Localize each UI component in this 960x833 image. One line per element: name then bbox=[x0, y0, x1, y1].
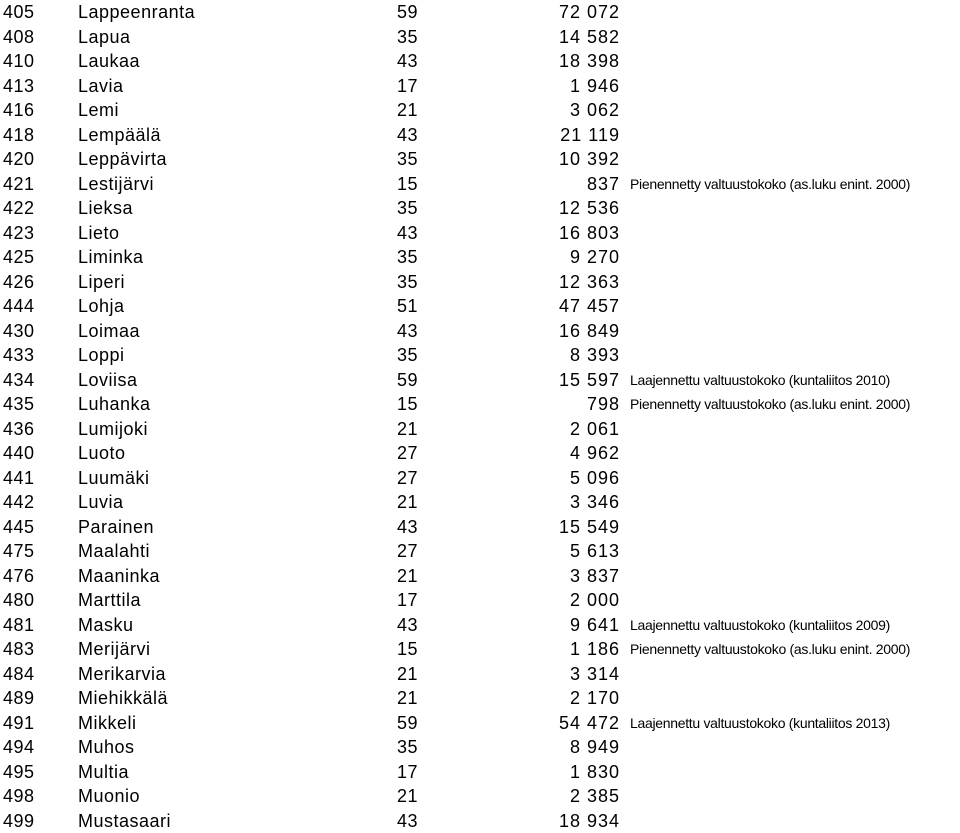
council-seats: 21 bbox=[380, 662, 418, 687]
council-seats: 35 bbox=[380, 147, 418, 172]
council-seats: 59 bbox=[380, 711, 418, 736]
population: 2 170 bbox=[480, 686, 620, 711]
population: 1 186 bbox=[480, 637, 620, 662]
population: 837 bbox=[480, 172, 620, 197]
municipality-code: 408 bbox=[3, 25, 35, 50]
population: 14 582 bbox=[480, 25, 620, 50]
municipality-name: Liperi bbox=[78, 270, 125, 295]
council-seats: 43 bbox=[380, 613, 418, 638]
council-seats: 35 bbox=[380, 270, 418, 295]
municipality-code: 489 bbox=[3, 686, 35, 711]
population: 18 934 bbox=[480, 809, 620, 833]
municipality-code: 421 bbox=[3, 172, 35, 197]
council-seats: 35 bbox=[380, 245, 418, 270]
municipality-code: 425 bbox=[3, 245, 35, 270]
council-seats: 15 bbox=[380, 637, 418, 662]
council-seats: 21 bbox=[380, 784, 418, 809]
council-seats: 21 bbox=[380, 564, 418, 589]
table-row bbox=[0, 539, 960, 564]
council-seats: 17 bbox=[380, 760, 418, 785]
municipality-name: Mikkeli bbox=[78, 711, 137, 736]
table-row bbox=[0, 588, 960, 613]
population: 18 398 bbox=[480, 49, 620, 74]
council-seats: 43 bbox=[380, 49, 418, 74]
table-row bbox=[0, 270, 960, 295]
municipality-code: 498 bbox=[3, 784, 35, 809]
council-seats: 35 bbox=[380, 196, 418, 221]
municipality-name: Merijärvi bbox=[78, 637, 151, 662]
population: 10 392 bbox=[480, 147, 620, 172]
municipality-code: 481 bbox=[3, 613, 35, 638]
population: 15 597 bbox=[480, 368, 620, 393]
population: 2 061 bbox=[480, 417, 620, 442]
population: 21 119 bbox=[480, 123, 620, 148]
table-row bbox=[0, 686, 960, 711]
population: 12 536 bbox=[480, 196, 620, 221]
table-row bbox=[0, 441, 960, 466]
municipality-name: Lumijoki bbox=[78, 417, 148, 442]
municipality-code: 433 bbox=[3, 343, 35, 368]
municipality-name: Lappeenranta bbox=[78, 0, 195, 25]
municipality-code: 444 bbox=[3, 294, 35, 319]
municipality-name: Miehikkälä bbox=[78, 686, 168, 711]
table-row bbox=[0, 25, 960, 50]
municipality-name: Luhanka bbox=[78, 392, 151, 417]
council-seats: 35 bbox=[380, 25, 418, 50]
council-seats: 43 bbox=[380, 319, 418, 344]
council-seats: 43 bbox=[380, 515, 418, 540]
table-row bbox=[0, 245, 960, 270]
municipality-code: 434 bbox=[3, 368, 35, 393]
council-seats: 21 bbox=[380, 417, 418, 442]
table-row bbox=[0, 343, 960, 368]
municipality-code: 423 bbox=[3, 221, 35, 246]
municipality-name: Marttila bbox=[78, 588, 141, 613]
municipality-name: Lieksa bbox=[78, 196, 133, 221]
municipality-code: 420 bbox=[3, 147, 35, 172]
council-seats: 21 bbox=[380, 490, 418, 515]
municipality-name: Parainen bbox=[78, 515, 154, 540]
population: 4 962 bbox=[480, 441, 620, 466]
council-seats: 43 bbox=[380, 221, 418, 246]
population: 47 457 bbox=[480, 294, 620, 319]
municipality-code: 445 bbox=[3, 515, 35, 540]
table-row bbox=[0, 466, 960, 491]
municipality-code: 410 bbox=[3, 49, 35, 74]
municipality-code: 435 bbox=[3, 392, 35, 417]
population: 16 803 bbox=[480, 221, 620, 246]
table-row bbox=[0, 49, 960, 74]
municipality-code: 483 bbox=[3, 637, 35, 662]
municipality-name: Luvia bbox=[78, 490, 124, 515]
population: 16 849 bbox=[480, 319, 620, 344]
table-row bbox=[0, 564, 960, 589]
council-seats: 17 bbox=[380, 588, 418, 613]
table-row bbox=[0, 147, 960, 172]
population: 3 837 bbox=[480, 564, 620, 589]
population: 5 613 bbox=[480, 539, 620, 564]
municipality-name: Loppi bbox=[78, 343, 125, 368]
table-row bbox=[0, 196, 960, 221]
municipality-name: Lavia bbox=[78, 74, 124, 99]
population: 3 314 bbox=[480, 662, 620, 687]
council-seats: 27 bbox=[380, 441, 418, 466]
population: 15 549 bbox=[480, 515, 620, 540]
council-size-note: Pienennetty valtuustokoko (as.luku enint. 2000) bbox=[630, 637, 910, 662]
council-seats: 59 bbox=[380, 368, 418, 393]
table-row bbox=[0, 784, 960, 809]
council-size-note: Pienennetty valtuustokoko (as.luku enint. 2000) bbox=[630, 172, 910, 197]
table-row bbox=[0, 490, 960, 515]
municipality-code: 440 bbox=[3, 441, 35, 466]
municipality-name: Laukaa bbox=[78, 49, 140, 74]
municipality-name: Mustasaari bbox=[78, 809, 171, 833]
municipality-code: 436 bbox=[3, 417, 35, 442]
municipality-name: Lohja bbox=[78, 294, 125, 319]
municipality-code: 499 bbox=[3, 809, 35, 833]
municipality-code: 426 bbox=[3, 270, 35, 295]
council-seats: 43 bbox=[380, 123, 418, 148]
municipality-name: Leppävirta bbox=[78, 147, 167, 172]
table-row bbox=[0, 809, 960, 833]
municipality-code: 418 bbox=[3, 123, 35, 148]
council-seats: 43 bbox=[380, 809, 418, 833]
table-row bbox=[0, 637, 960, 662]
municipality-code: 413 bbox=[3, 74, 35, 99]
population: 3 062 bbox=[480, 98, 620, 123]
population: 9 270 bbox=[480, 245, 620, 270]
table-row bbox=[0, 760, 960, 785]
municipality-name: Muonio bbox=[78, 784, 140, 809]
table-row bbox=[0, 98, 960, 123]
municipality-code: 416 bbox=[3, 98, 35, 123]
council-size-note: Pienennetty valtuustokoko (as.luku enint. 2000) bbox=[630, 392, 910, 417]
municipality-name: Muhos bbox=[78, 735, 135, 760]
table-row bbox=[0, 735, 960, 760]
table-row bbox=[0, 319, 960, 344]
municipality-name: Lieto bbox=[78, 221, 120, 246]
municipality-code: 476 bbox=[3, 564, 35, 589]
municipality-code: 480 bbox=[3, 588, 35, 613]
council-seats: 17 bbox=[380, 74, 418, 99]
council-seats: 21 bbox=[380, 686, 418, 711]
municipality-code: 441 bbox=[3, 466, 35, 491]
municipality-name: Liminka bbox=[78, 245, 144, 270]
municipality-name: Lemi bbox=[78, 98, 119, 123]
table-row bbox=[0, 368, 960, 393]
table-row bbox=[0, 662, 960, 687]
population: 2 000 bbox=[480, 588, 620, 613]
table-row bbox=[0, 123, 960, 148]
municipality-name: Merikarvia bbox=[78, 662, 166, 687]
population: 9 641 bbox=[480, 613, 620, 638]
municipality-name: Lestijärvi bbox=[78, 172, 154, 197]
municipality-code: 475 bbox=[3, 539, 35, 564]
municipality-name: Loimaa bbox=[78, 319, 140, 344]
council-seats: 15 bbox=[380, 172, 418, 197]
table-row bbox=[0, 221, 960, 246]
council-size-note: Laajennettu valtuustokoko (kuntaliitos 2010) bbox=[630, 368, 890, 393]
population: 3 346 bbox=[480, 490, 620, 515]
municipality-name: Masku bbox=[78, 613, 134, 638]
population: 54 472 bbox=[480, 711, 620, 736]
table-row bbox=[0, 74, 960, 99]
municipality-code: 484 bbox=[3, 662, 35, 687]
municipality-code: 495 bbox=[3, 760, 35, 785]
council-seats: 35 bbox=[380, 735, 418, 760]
council-seats: 27 bbox=[380, 466, 418, 491]
council-size-note: Laajennettu valtuustokoko (kuntaliitos 2013) bbox=[630, 711, 890, 736]
table-row bbox=[0, 417, 960, 442]
table-row bbox=[0, 711, 960, 736]
municipality-code: 494 bbox=[3, 735, 35, 760]
population: 798 bbox=[480, 392, 620, 417]
municipality-code: 422 bbox=[3, 196, 35, 221]
council-size-note: Laajennettu valtuustokoko (kuntaliitos 2009) bbox=[630, 613, 890, 638]
municipality-name: Luumäki bbox=[78, 466, 150, 491]
table-row bbox=[0, 0, 960, 25]
municipality-name: Lempäälä bbox=[78, 123, 161, 148]
municipality-name: Multia bbox=[78, 760, 129, 785]
council-seats: 59 bbox=[380, 0, 418, 25]
population: 1 830 bbox=[480, 760, 620, 785]
municipality-code: 430 bbox=[3, 319, 35, 344]
population: 12 363 bbox=[480, 270, 620, 295]
municipality-code: 491 bbox=[3, 711, 35, 736]
table-row bbox=[0, 515, 960, 540]
municipality-name: Lapua bbox=[78, 25, 131, 50]
municipality-name: Loviisa bbox=[78, 368, 138, 393]
population: 8 393 bbox=[480, 343, 620, 368]
population: 1 946 bbox=[480, 74, 620, 99]
council-seats: 51 bbox=[380, 294, 418, 319]
population: 2 385 bbox=[480, 784, 620, 809]
council-seats: 35 bbox=[380, 343, 418, 368]
municipality-name: Maalahti bbox=[78, 539, 150, 564]
council-seats: 15 bbox=[380, 392, 418, 417]
population: 8 949 bbox=[480, 735, 620, 760]
population: 5 096 bbox=[480, 466, 620, 491]
council-seats: 21 bbox=[380, 98, 418, 123]
municipality-code: 405 bbox=[3, 0, 35, 25]
table-row bbox=[0, 294, 960, 319]
municipality-name: Luoto bbox=[78, 441, 126, 466]
table-row bbox=[0, 392, 960, 417]
municipality-name: Maaninka bbox=[78, 564, 160, 589]
table-row bbox=[0, 172, 960, 197]
table-row bbox=[0, 613, 960, 638]
municipality-code: 442 bbox=[3, 490, 35, 515]
population: 72 072 bbox=[480, 0, 620, 25]
council-seats: 27 bbox=[380, 539, 418, 564]
